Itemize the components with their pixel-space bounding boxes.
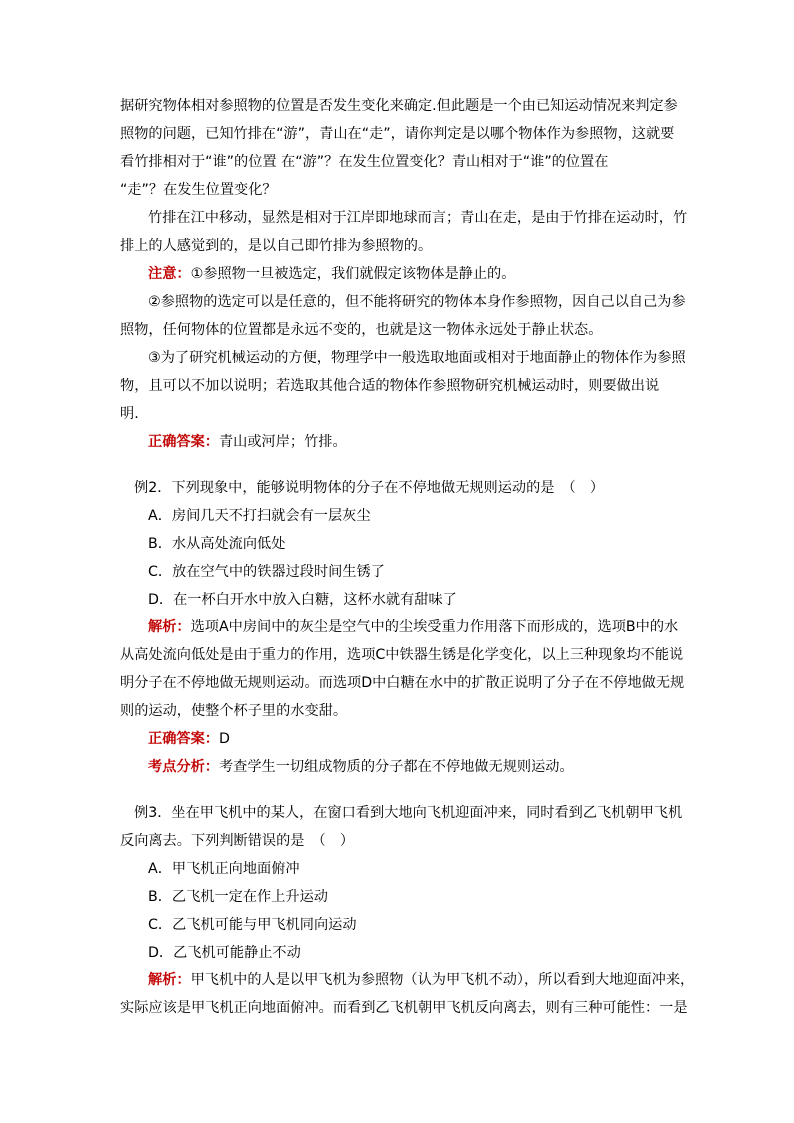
option-c: C．乙飞机可能与甲飞机同向运动: [148, 917, 357, 933]
option-a: A．房间几天不打扫就会有一层灰尘: [148, 508, 371, 524]
key-point-line: [148, 757, 708, 777]
option-b: B．水从高处流向低处: [148, 536, 286, 552]
text-line: 从高处流向低处是由于重力的作用，选项C中铁器生锈是化学变化，以上三种现象均不能说: [120, 647, 684, 663]
text-line: ③为了研究机械运动的方便，物理学中一般选取地面或相对于地面静止的物体作为参照: [148, 350, 686, 366]
option-d: D．在一杯白开水中放入白糖，这杯水就有甜味了: [148, 592, 457, 608]
analysis-text: 选项A中房间中的灰尘是空气中的尘埃受重力作用落下而形成的，选项B中的水: [190, 619, 679, 635]
answer-text: D: [218, 731, 230, 747]
option-c: C．放在空气中的铁器过段时间生锈了: [148, 564, 385, 580]
text-line: 竹排在江中移动，显然是相对于江岸即地球而言；青山在走，是由于竹排在运动时，竹: [148, 210, 688, 226]
analysis-line: [148, 970, 708, 990]
text-line: 明.: [120, 406, 139, 422]
question-text: 例2．下列现象中，能够说明物体的分子在不停地做无规则运动的是 （ ）: [134, 480, 605, 496]
text-line: ②参照物的选定可以是任意的，但不能将研究的物体本身作参照物，因自己以自己为参: [148, 294, 686, 310]
option-b: B．乙飞机一定在作上升运动: [148, 889, 328, 905]
question-text: 反向离去。下列判断错误的是 （ ）: [120, 833, 355, 849]
text-line: 看竹排相对于“谁”的位置 在“游”？在发生位置变化？青山相对于“谁”的位置在: [120, 154, 609, 170]
text-line: 则的运动，使整个杯子里的水变甜。: [120, 703, 348, 719]
answer-text: 青山或河岸；竹排。: [218, 434, 347, 450]
note-text: ①参照物一旦被选定，我们就假定该物体是静止的。: [190, 266, 516, 282]
answer-label: 正确答案：: [148, 731, 219, 747]
text-line: 明分子在不停地做无规则运动。而选项D中白糖在水中的扩散正说明了分子在不停地做无规: [120, 675, 685, 691]
answer-label: 正确答案：: [148, 434, 219, 450]
text-line: 照物，任何物体的位置都是永远不变的，也就是这一物体永远处于静止状态。: [120, 322, 603, 338]
question-text: 例3．坐在甲飞机中的某人，在窗口看到大地向飞机迎面冲来，同时看到乙飞机朝甲飞机: [134, 805, 683, 821]
key-point-label: 考点分析：: [148, 759, 219, 775]
text-line: 据研究物体相对参照物的位置是否发生变化来确定.但此题是一个由已知运动情况来判定参: [120, 98, 678, 114]
analysis-label: 解析：: [148, 972, 191, 988]
text-line: “走”？在发生位置变化？: [120, 182, 277, 198]
text-line: 实际应该是甲飞机正向地面俯冲。而看到乙飞机朝甲飞机反向离去，则有三种可能性：一是: [120, 1000, 688, 1016]
analysis-line: [148, 617, 708, 637]
key-point-text: 考查学生一切组成物质的分子都在不停地做无规则运动。: [218, 759, 574, 775]
text-line: 排上的人感觉到的，是以自己即竹排为参照物的。: [120, 238, 433, 254]
answer-line: [148, 432, 708, 452]
option-d: D．乙飞机可能静止不动: [148, 945, 301, 961]
option-a: A．甲飞机正向地面俯冲: [148, 861, 300, 877]
text-line: 物，且可以不加以说明；若选取其他合适的物体作参照物研究机械运动时，则要做出说: [120, 378, 660, 394]
analysis-label: 解析：: [148, 619, 191, 635]
analysis-text: 甲飞机中的人是以甲飞机为参照物（认为甲飞机不动），所以看到大地迎面冲来，: [190, 972, 695, 988]
note-line: [148, 264, 708, 284]
answer-line: [148, 729, 708, 749]
text-line: 照物的问题，已知竹排在“游”，青山在“走”，请你判定是以哪个物体作为参照物，这就要: [120, 126, 675, 142]
note-label: 注意：: [148, 266, 191, 282]
